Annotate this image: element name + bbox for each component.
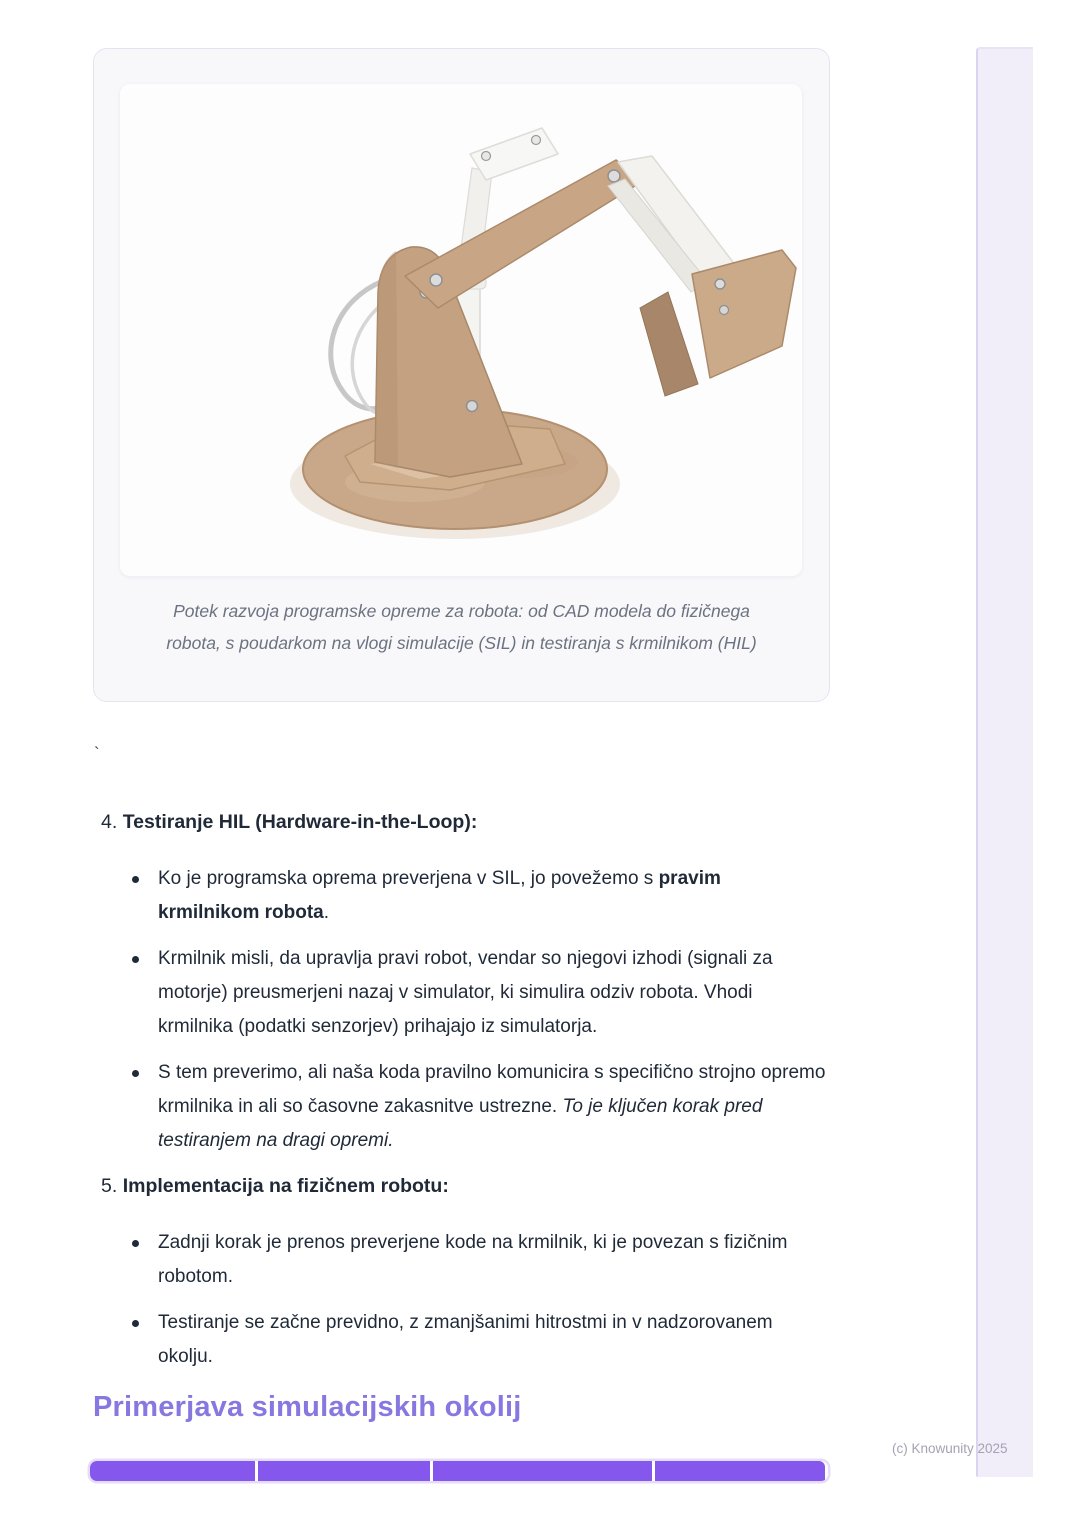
bullet-text: Krmilnik misli, da upravlja pravi robot, vendar so njegovi izhodi (signali za motorje) preusmerjeni nazaj v simulator, ki simulira odziv robota. Vhodi krmilnika (podatki senzorjev) prihajajo iz simulatorja. (158, 948, 773, 1037)
section-4-number: 4. (101, 811, 118, 833)
comparison-table-header-row (90, 1461, 828, 1481)
bullet-text-bold: pravim krmilnikom robota (158, 868, 721, 923)
list-item (158, 1226, 826, 1294)
table-header-cell (433, 1461, 652, 1481)
stray-backtick: ` (94, 744, 100, 763)
bullet-text: Testiranje se začne previdno, z zmanjšanimi hitrostmi in v nadzorovanem okolju. (158, 1312, 773, 1367)
table-header-cell (258, 1461, 430, 1481)
figure-caption (124, 595, 800, 659)
table-header-cell (90, 1461, 255, 1481)
list-item (158, 942, 826, 1044)
watermark: (c) Knowunity 2025 (892, 1441, 1008, 1456)
bullet-text: Ko je programska oprema preverjena v SIL, jo povežemo s (158, 868, 659, 889)
bullet-text-italic: To je ključen korak pred testiranjem na dragi opremi. (158, 1096, 763, 1151)
figure-card (93, 48, 830, 702)
section-5-heading (93, 1172, 830, 1200)
figure-caption-line1: Potek razvoja programske opreme za robota: od CAD modela do fizičnega (173, 601, 750, 621)
list-item (158, 862, 826, 930)
figure-caption-line2: robota, s poudarkom na vlogi simulacije (SIL) in testiranja s krmilnikom (HIL) (166, 633, 757, 653)
page-edge-strip (976, 47, 1033, 1477)
bullet-text: S tem preverimo, ali naša koda pravilno komunicira s specifično strojno opremo krmilnika in ali so časovne zakasnitve ustrezne. (158, 1062, 826, 1117)
section-5-bullet-list (93, 1226, 830, 1374)
robot-arm-illustration (120, 84, 802, 576)
section-4-title: Testiranje HIL (Hardware-in-the-Loop): (122, 811, 478, 833)
bullet-text: . (323, 902, 330, 923)
bullet-text: Zadnji korak je prenos preverjene kode na krmilnik, ki je povezan s fizičnim robotom. (158, 1232, 788, 1287)
section-4-heading (93, 808, 830, 836)
robot-arm-photo (120, 84, 802, 576)
section-5-title: Implementacija na fizičnem robotu: (122, 1175, 449, 1197)
table-header-cell (655, 1461, 825, 1481)
list-item (158, 1056, 826, 1158)
section-5-number: 5. (101, 1175, 118, 1197)
section-4-bullet-list (93, 862, 830, 1158)
list-item (158, 1306, 826, 1374)
comparison-heading: Primerjava simulacijskih okolij (93, 1391, 522, 1423)
document-body (93, 808, 830, 1386)
